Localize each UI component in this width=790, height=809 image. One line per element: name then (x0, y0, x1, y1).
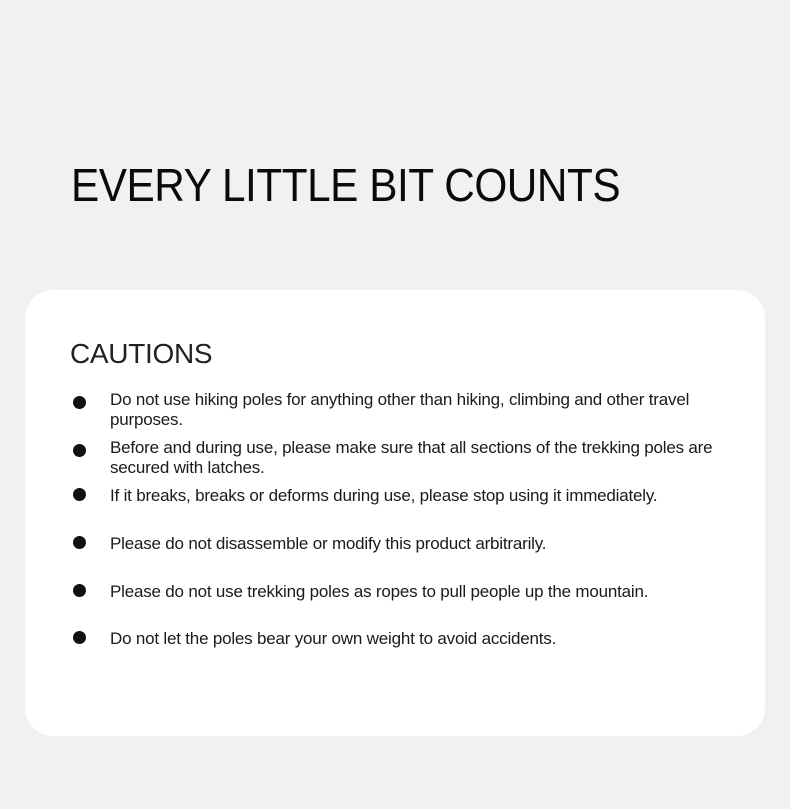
bullet-icon (73, 444, 86, 457)
caution-text: Please do not disassemble or modify this product arbitrarily. (110, 534, 547, 553)
caution-text: Do not let the poles bear your own weight to avoid accidents. (110, 629, 557, 648)
caution-text: Please do not use trekking poles as ropes to pull people up the mountain. (110, 582, 649, 601)
page-headline: EVERY LITTLE BIT COUNTS (71, 159, 621, 211)
bullet-icon (73, 488, 86, 501)
bullet-icon (73, 396, 86, 409)
caution-text: Do not use hiking poles for anything other than hiking, climbing and other travel purposes. (110, 390, 690, 429)
caution-text: If it breaks, breaks or deforms during use, please stop using it immediately. (110, 486, 658, 505)
cautions-title: CAUTIONS (70, 338, 213, 369)
bullet-icon (73, 584, 86, 597)
cautions-card (25, 290, 765, 736)
caution-text: Before and during use, please make sure that all sections of the trekking poles are secured with latches. (110, 438, 713, 477)
bullet-icon (73, 631, 86, 644)
bullet-icon (73, 536, 86, 549)
